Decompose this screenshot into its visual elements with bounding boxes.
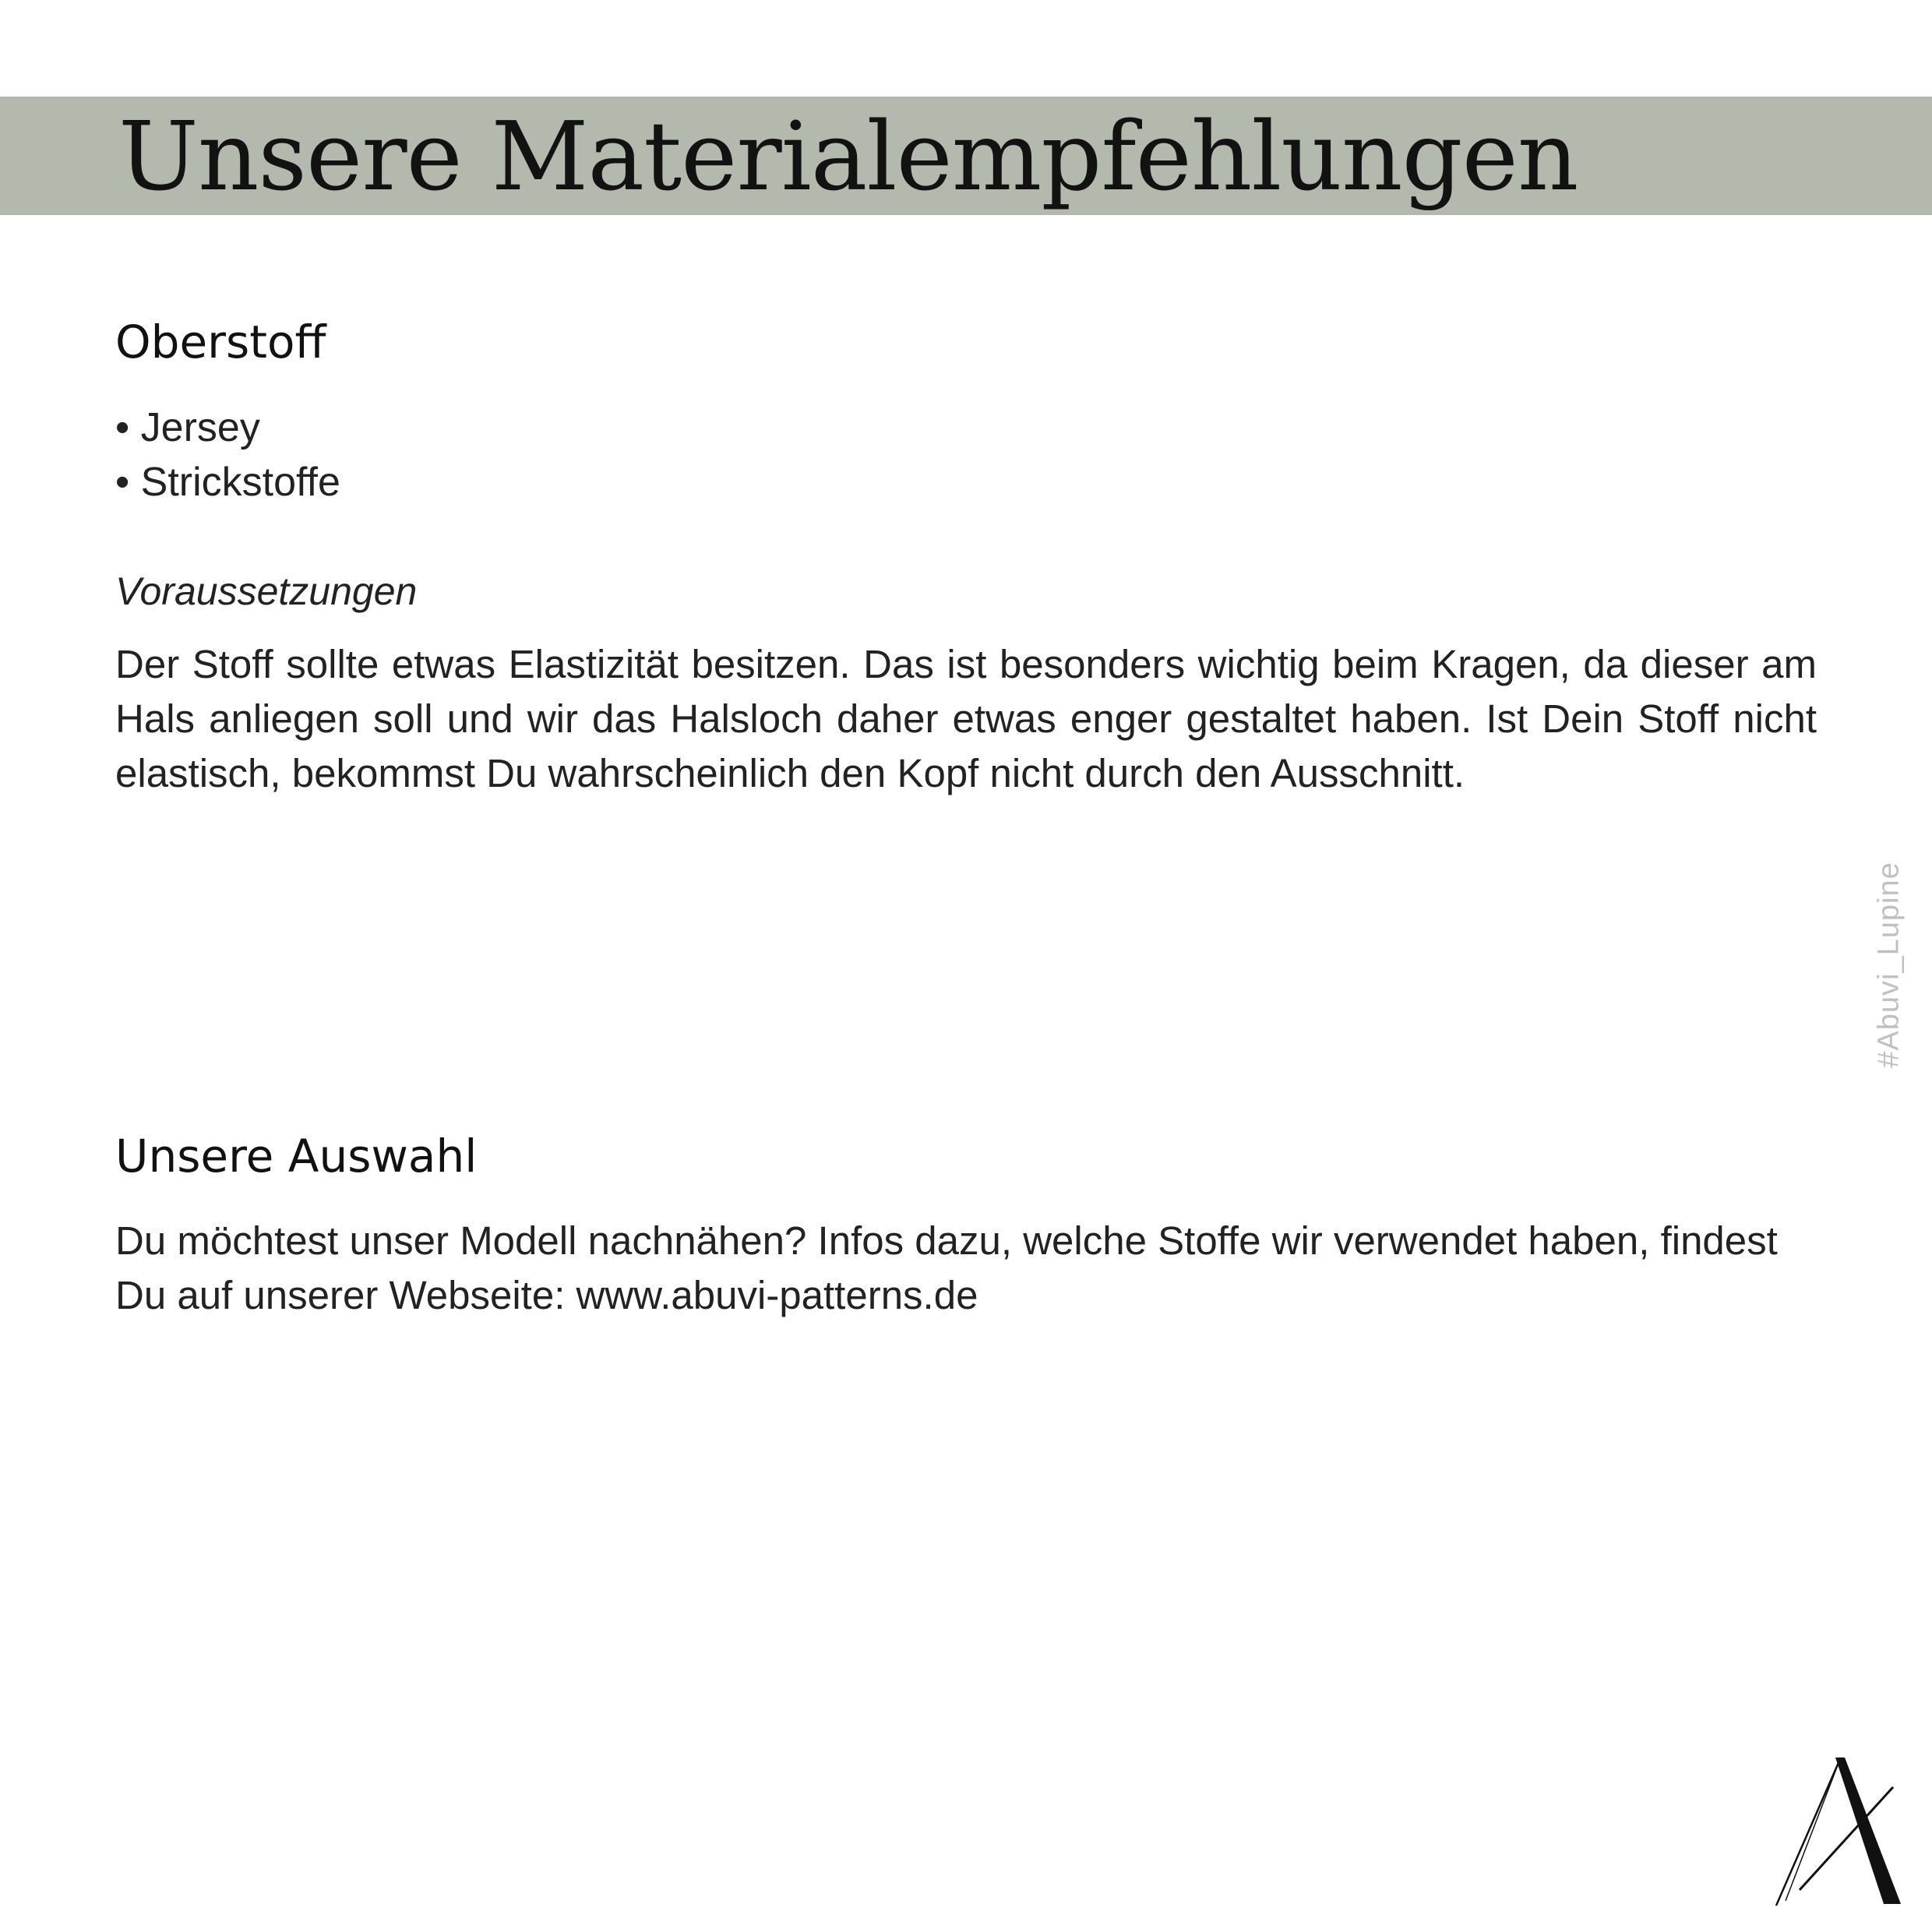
selection-heading: Unsere Auswahl — [115, 1130, 478, 1183]
requirements-heading: Voraussetzungen — [115, 569, 418, 613]
list-item: • Strickstoffe — [115, 455, 340, 509]
abuvi-logo-icon — [1768, 1753, 1909, 1909]
oberstoff-heading: Oberstoff — [115, 316, 326, 368]
fabric-list — [115, 400, 340, 509]
list-item: • Jersey — [115, 400, 340, 455]
hashtag-watermark — [1870, 861, 1909, 1068]
selection-paragraph: Du möchtest unser Modell nachnähen? Infos dazu, welche Stoffe wir verwendet haben, findest Du auf unserer Webseite: www.abuvi-patterns.de — [115, 1218, 1778, 1317]
hashtag-text: #Abuvi_Lupine — [1872, 861, 1906, 1068]
requirements-paragraph: Der Stoff sollte etwas Elastizität besitzen. Das ist besonders wichtig beim Kragen, da dieser am Hals anliegen soll und wir das Halsloch daher etwas enger gestaltet haben. Ist Dein Stoff nicht elastisch, bekommst Du wahrscheinlich den Kopf nicht durch den Ausschnitt. — [115, 642, 1817, 795]
page-title: Unsere Materialempfehlungen — [118, 101, 1578, 212]
